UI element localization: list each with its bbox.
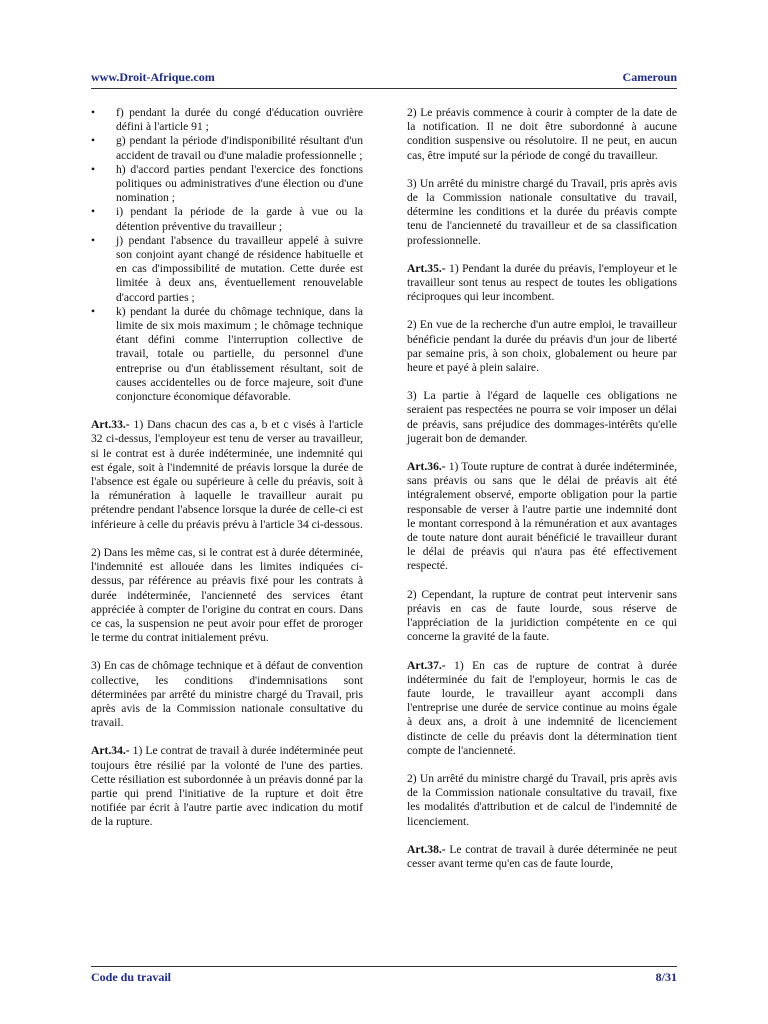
article-label: Art.34.- — [91, 744, 130, 758]
suspension-cases-list — [91, 106, 363, 404]
article-text: 1) Toute rupture de contrat à durée indéterminée, sans préavis ou sans que le délai de préavis ait été intégralement observé, emporte obligation pour la partie responsable de verser à l'autre partie une indemnité dont le montant correspond à la rémunération et aux avantages de toute nature dont aurait bénéficié le travailleur durant le délai de préavis qui n'aura pas été effectivement respecté. — [407, 460, 677, 573]
list-item: • i) pendant la période de la garde à vue ou la détention préventive du travailleur ; — [91, 205, 363, 233]
list-item: • j) pendant l'absence du travailleur appelé à suivre son conjoint ayant changé de résidence habituelle et en cas d'impossibilité de mutation. Cette durée est limitée à deux ans, éventuellement renouvelable d'accord parties ; — [91, 234, 363, 305]
article-38-paragraph-1 — [407, 843, 677, 871]
article-text: Le contrat de travail à durée déterminée ne peut cesser avant terme qu'en cas de faute lourde, — [407, 842, 677, 870]
article-34-paragraph-3: 3) Un arrêté du ministre chargé du Travail, pris après avis de la Commission nationale consultative du travail, détermine les conditions et la durée du préavis compte tenu de l'ancienneté du travailleur et de sa classification professionnelle. — [407, 176, 677, 247]
article-37-paragraph-2: 2) Un arrêté du ministre chargé du Travail, pris après avis de la Commission nationale consultative du travail, fixe les modalités d'attribution et de calcul de l'indemnité de licenciement. — [407, 771, 677, 828]
article-text: 1) En cas de rupture de contrat à durée indéterminée du fait de l'employeur, hormis le cas de faute lourde, le travailleur ayant accompli dans l'entreprise une durée de service continue au moins égale à deux ans, a droit à une indemnité de licenciement distincte de celle du préavis dont la détermination tient compte de l'ancienneté. — [407, 658, 677, 757]
article-36-paragraph-2: 2) Cependant, la rupture de contrat peut intervenir sans préavis en cas de faute lourde, sous réserve de l'appréciation de la juridiction compétente en ce qui concerne la gravité de la faute. — [407, 587, 677, 644]
page-number: 8/31 — [655, 970, 677, 984]
article-35-paragraph-2: 2) En vue de la recherche d'un autre emploi, le travailleur bénéficie pendant la durée du préavis d'un jour de liberté par semaine pris, à son choix, globalement ou heure par heure et payé à plein salaire. — [407, 318, 677, 375]
list-item: • f) pendant la durée du congé d'éducation ouvrière défini à l'article 91 ; — [91, 106, 363, 134]
article-text: 1) Pendant la durée du préavis, l'employeur et le travailleur sont tenus au respect de toutes les obligations réciproques qui leur incombent. — [407, 261, 677, 304]
article-label: Art.33.- — [91, 418, 130, 432]
article-35-paragraph-3: 3) La partie à l'égard de laquelle ces obligations ne seraient pas respectées ne pourra se voir imposer un délai de préavis, sans préjudice des dommages-intérêts qu'elle jugerait bon de demander. — [407, 389, 677, 445]
article-label: Art.38.- — [407, 842, 446, 856]
list-item: • g) pendant la période d'indisponibilité résultant d'un accident de travail ou d'une maladie professionnelle ; — [91, 134, 363, 162]
page-header — [91, 70, 677, 89]
article-text: 1) Dans chacun des cas a, b et c visés à l'article 32 ci-dessus, l'employeur est tenu de verser au travailleur, si le contrat est à durée indéterminée, une indemnité qui est égale, soit à l'indemnité de préavis lorsque la durée de l'absence est égale ou supérieure à celle du préavis, soit à la rémunération à laquelle le travailleur aurait pu prétendre pendant l'absence lorsque la durée de celle-ci est inférieure à celle du préavis prévu à l'article 34 ci-dessous. — [91, 418, 363, 531]
article-label: Art.36.- — [407, 460, 446, 474]
list-item: • h) d'accord parties pendant l'exercice des fonctions politiques ou administratives d'une élection ou d'une nomination ; — [91, 163, 363, 206]
page-footer — [91, 966, 677, 987]
article-33-paragraph-1 — [91, 418, 363, 532]
document-title: Code du travail — [91, 970, 172, 984]
article-33-paragraph-3: 3) En cas de chômage technique et à défaut de convention collective, les conditions d'indemnisations sont déterminées par arrêté du ministre chargé du Travail, pris après avis de la Commission nationale consultative du travail. — [91, 659, 363, 730]
article-33-paragraph-2: 2) Dans les même cas, si le contrat est à durée déterminée, l'indemnité est allouée dans les limites indiquées ci-dessus, par référence au préavis fixé pour les contrats à durée indéterminée, l'ancienneté des services étant appréciée à compter de l'origine du contrat en cours. Dans ce cas, la suspension ne peut avoir pour effet de proroger le terme du contrat initialement prévu. — [91, 545, 363, 645]
article-34-paragraph-1 — [91, 744, 363, 829]
article-36-paragraph-1 — [407, 460, 677, 574]
right-column — [407, 106, 677, 885]
country-label: Cameroun — [622, 70, 677, 84]
article-label: Art.37.- — [407, 658, 446, 672]
article-34-paragraph-2: 2) Le préavis commence à courir à compter de la date de la notification. Il ne doit être subordonné à aucune condition suspensive ou résolutoire. Il ne peut, en aucun cas, être imputé sur la période de congé du travailleur. — [407, 106, 677, 162]
article-label: Art.35.- — [407, 261, 446, 275]
article-35-paragraph-1 — [407, 262, 677, 305]
article-37-paragraph-1 — [407, 659, 677, 758]
article-text: 1) Le contrat de travail à durée indéterminée peut toujours être résilié par la volonté de l'une des parties. Cette résiliation est subordonnée à un préavis donné par la partie qui prend l'initiative de la rupture et doit être notifiée par écrit à l'autre partie avec indication du motif de la rupture. — [91, 744, 363, 829]
left-column — [91, 106, 363, 844]
list-item: • k) pendant la durée du chômage technique, dans la limite de six mois maximum ; le chômage technique étant défini comme l'interruption collective de travail, totale ou partielle, du personnel d'une entreprise ou d'un établissement résultant, soit de causes accidentelles ou de force majeure, soit d'une conjoncture économique défavorable. — [91, 305, 363, 404]
site-url[interactable]: www.Droit-Afrique.com — [91, 70, 215, 84]
